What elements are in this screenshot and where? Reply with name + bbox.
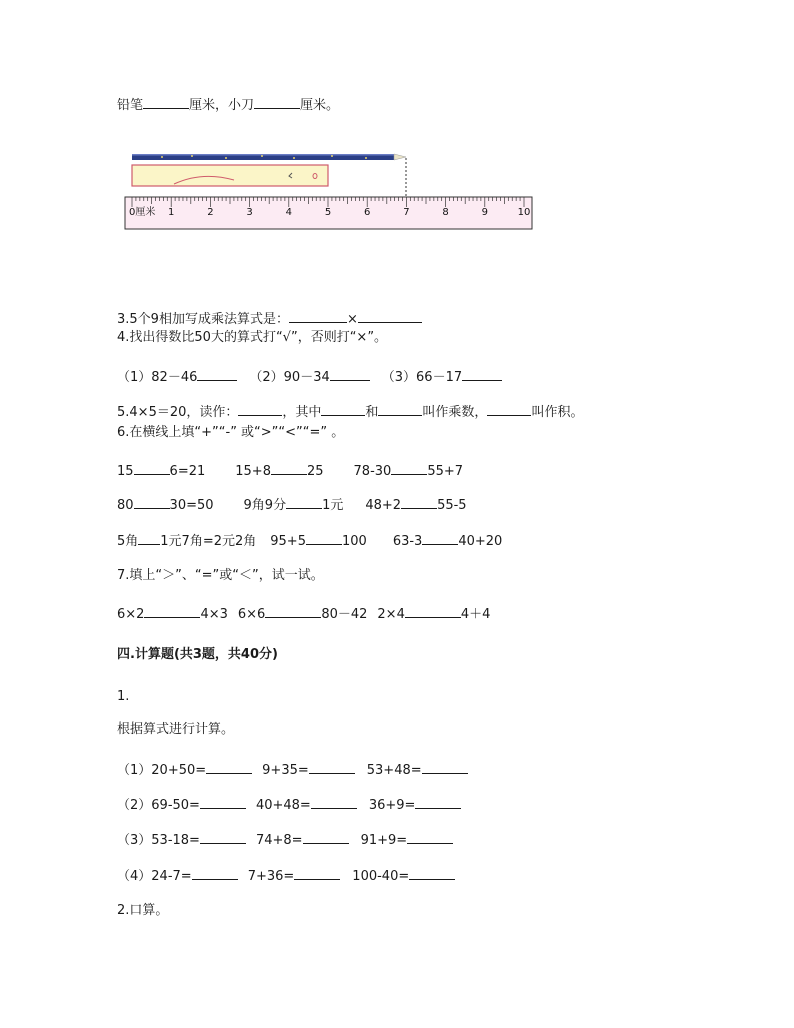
ruler-figure (122, 148, 536, 232)
answer-blank[interactable] (309, 760, 355, 774)
question-3 (117, 309, 422, 329)
row-number: （2） (117, 798, 152, 813)
question-5-part: 和 (365, 405, 379, 420)
item-number: （3） (381, 370, 417, 385)
knife-image (132, 165, 328, 186)
answer-blank[interactable] (138, 531, 160, 545)
item-number: （2） (249, 370, 284, 385)
calc-1-number: 1. (117, 689, 130, 704)
expr-left: 78-30 (353, 464, 392, 479)
ruler-unit-label: 0厘米 (129, 207, 156, 218)
expr-right: 6=21 (169, 464, 206, 479)
answer-blank[interactable] (238, 402, 282, 416)
expr-left: 80 (117, 498, 134, 513)
answer-blank[interactable] (330, 367, 370, 381)
answer-blank[interactable] (200, 795, 246, 809)
times-sign: × (346, 312, 358, 327)
row-number: （1） (117, 763, 152, 778)
expr-right: 1元7角=2元2角 (160, 534, 257, 549)
answer-blank[interactable] (306, 531, 342, 545)
expr-left: 15+8 (235, 464, 271, 479)
answer-blank[interactable] (286, 495, 322, 509)
row-number: （4） (117, 869, 152, 884)
expr-right: 30=50 (169, 498, 214, 513)
answer-blank[interactable] (409, 866, 455, 880)
answer-blank[interactable] (192, 866, 238, 880)
answer-blank[interactable] (134, 495, 170, 509)
answer-blank[interactable] (311, 795, 357, 809)
answer-blank[interactable] (487, 402, 531, 416)
answer-blank[interactable] (254, 95, 300, 109)
ruler-tick-label: 4 (285, 207, 292, 218)
unit-mid: 厘米，小刀 (189, 98, 255, 113)
answer-blank[interactable] (407, 830, 453, 844)
calc-expression: 7+36= (247, 869, 295, 884)
calc-expression: 53+48= (366, 763, 422, 778)
item-expression: 66－17 (416, 370, 463, 385)
calc-expression: 100-40= (352, 869, 410, 884)
calc-expression: 20+50= (151, 763, 207, 778)
question-6-row (117, 531, 502, 551)
question-5-part: 叫作积。 (531, 405, 584, 420)
expr-right: 40+20 (458, 534, 503, 549)
answer-blank[interactable] (197, 367, 237, 381)
question-5-part: ，其中 (282, 405, 322, 420)
calc-row (117, 760, 468, 780)
answer-blank[interactable] (289, 309, 347, 323)
ruler-tick-label: 8 (442, 207, 449, 218)
calc-expression: 74+8= (255, 833, 303, 848)
question-7-items (117, 604, 490, 624)
answer-blank[interactable] (401, 495, 437, 509)
expr-right: 4＋4 (460, 607, 491, 622)
expr-left: 2×4 (377, 607, 405, 622)
item-expression: 90－34 (283, 370, 330, 385)
expr-left: 6×2 (117, 607, 145, 622)
section-4-heading: 四.计算题(共3题，共40分) (117, 647, 278, 662)
ruler-tick-label: 1 (168, 207, 175, 218)
question-6-row (117, 495, 467, 515)
calc-expression: 69-50= (151, 798, 200, 813)
question-4-items (117, 367, 502, 387)
expr-left: 95+5 (270, 534, 306, 549)
unit-end: 厘米。 (300, 98, 340, 113)
answer-blank[interactable] (200, 830, 246, 844)
expr-left: 15 (117, 464, 134, 479)
answer-blank[interactable] (405, 604, 461, 618)
calc-row (117, 866, 455, 886)
answer-blank[interactable] (143, 95, 189, 109)
ruler-tick-label: 7 (403, 207, 410, 218)
question-3-text: 3.5个9相加写成乘法算式是： (117, 312, 289, 327)
answer-blank[interactable] (391, 461, 427, 475)
expr-left: 63-3 (392, 534, 423, 549)
calc-2-title: 2.口算。 (117, 903, 169, 918)
item-expression: 82－46 (151, 370, 198, 385)
ruler-tick-label: 5 (324, 207, 332, 218)
calc-expression: 53-18= (151, 833, 200, 848)
ruler-tick-label: 6 (364, 207, 371, 218)
expr-right: 55+7 (427, 464, 464, 479)
answer-blank[interactable] (321, 402, 365, 416)
answer-blank[interactable] (271, 461, 307, 475)
calc-row (117, 795, 461, 815)
question-5 (117, 402, 583, 422)
row-number: （3） (117, 833, 152, 848)
answer-blank[interactable] (462, 367, 502, 381)
answer-blank[interactable] (294, 866, 340, 880)
ruler-tick-label: 10 (517, 207, 531, 218)
expr-left: 9角9分 (243, 498, 287, 513)
expr-left: 48+2 (365, 498, 402, 513)
calc-expression: 91+9= (360, 833, 408, 848)
pencil-label: 铅笔 (117, 98, 144, 113)
question-5-part: 5.4×5＝20，读作： (117, 405, 239, 420)
question-7-title: 7.填上“＞”、“=”或“＜”，试一试。 (117, 568, 324, 583)
calc-expression: 24-7= (151, 869, 192, 884)
question-5-part: 叫作乘数， (422, 405, 488, 420)
answer-blank[interactable] (134, 461, 170, 475)
calc-expression: 36+9= (368, 798, 416, 813)
ruler-tick-label: 9 (481, 207, 488, 218)
question-pencil-knife (117, 95, 339, 115)
ruler-tick-label: 3 (246, 207, 253, 218)
answer-blank[interactable] (144, 604, 200, 618)
answer-blank[interactable] (378, 402, 422, 416)
calc-1-instruction: 根据算式进行计算。 (117, 722, 235, 737)
answer-blank[interactable] (422, 760, 468, 774)
question-6-title: 6.在横线上填“+”“-” 或“>”“<”“=” 。 (117, 425, 345, 440)
expr-right: 1元 (322, 498, 344, 513)
expr-left: 5角 (117, 534, 139, 549)
calc-row (117, 830, 453, 850)
answer-blank[interactable] (415, 795, 461, 809)
expr-right: 55-5 (437, 498, 467, 513)
expr-right: 100 (341, 534, 367, 549)
question-6-row (117, 461, 463, 481)
expr-right: 4×3 (200, 607, 228, 622)
answer-blank[interactable] (303, 830, 349, 844)
answer-blank[interactable] (358, 309, 422, 323)
answer-blank[interactable] (206, 760, 252, 774)
item-number: （1） (117, 370, 152, 385)
expr-right: 25 (306, 464, 324, 479)
expr-right: 80－42 (321, 607, 368, 622)
expr-left: 6×6 (237, 607, 266, 622)
calc-expression: 40+48= (255, 798, 311, 813)
question-4-title: 4.找出得数比50大的算式打“√”，否则打“×”。 (117, 330, 388, 345)
calc-expression: 9+35= (262, 763, 309, 778)
ruler-tick-label: 2 (207, 207, 214, 218)
answer-blank[interactable] (422, 531, 458, 545)
answer-blank[interactable] (265, 604, 321, 618)
pencil-image (132, 154, 406, 160)
